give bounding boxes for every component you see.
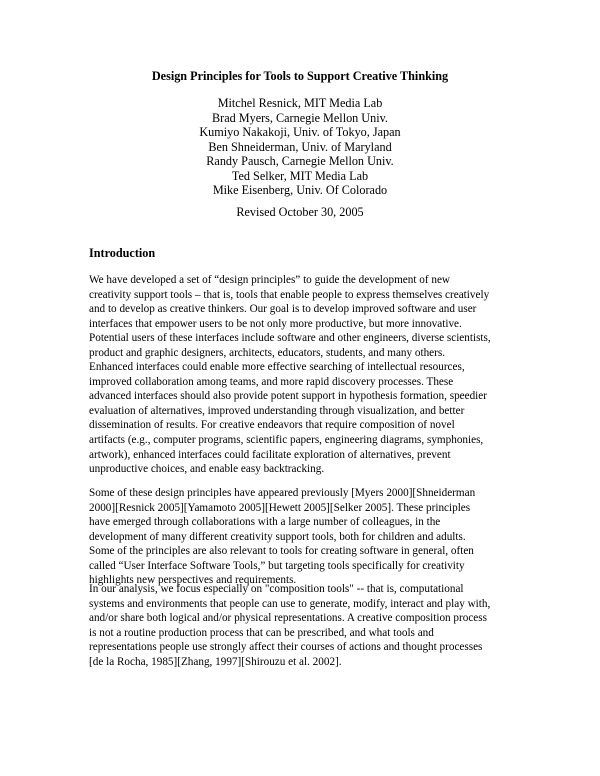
text-line: have emerged through collaborations with a large number of colleagues, in the	[89, 516, 441, 529]
paper-title: Design Principles for Tools to Support Creative Thinking	[151, 69, 449, 83]
section-heading: Introduction	[89, 246, 156, 260]
text-line: Some of the principles are also relevant to tools for creating software in general, often	[89, 545, 474, 558]
paragraph	[89, 486, 529, 588]
author-line: Mike Eisenberg, Univ. Of Colorado	[212, 183, 388, 197]
text-line: 2000][Resnick 2005][Yamamoto 2005][Hewett 2005][Selker 2005]. These principles	[89, 501, 471, 514]
text-line: Some of these design principles have appeared previously [Myers 2000][Shneiderman	[89, 487, 476, 499]
text-line: product and graphic designers, architects, educators, students, and many others.	[89, 346, 446, 359]
text-line: development of many different creativity support tools, both for children and adults.	[89, 530, 466, 543]
text-line: [de la Rocha, 1985][Zhang, 1997][Shirouzu et al. 2002].	[89, 655, 342, 668]
paragraph	[89, 273, 529, 477]
author-line: Brad Myers, Carnegie Mellon Univ.	[212, 110, 388, 125]
text-line: artwork), enhanced interfaces could facilitate exploration of alternatives, prevent	[89, 448, 451, 461]
text-line: Enhanced interfaces could enable more effective searching of intellectual resources,	[89, 361, 465, 374]
author-line: Randy Pausch, Carnegie Mellon Univ.	[206, 154, 394, 168]
text-line: highlights new perspectives and requirements.	[89, 574, 297, 587]
author-line: Ben Shneiderman, Univ. of Maryland	[208, 139, 392, 154]
text-line: representations people use strongly affect their courses of actions and thought processes	[89, 641, 483, 654]
text-line: is not a routine production process that can be prescribed, and what tools and	[89, 626, 434, 639]
text-line: improved collaboration among teams, and more rapid discovery processes. These	[89, 375, 454, 388]
text-line: unproductive choices, and enable easy backtracking.	[89, 463, 325, 476]
author-line: Ted Selker, MIT Media Lab	[231, 168, 369, 183]
text-line: We have developed a set of “design principles” to guide the development of new	[89, 274, 451, 286]
revision-date: Revised October 30, 2005	[236, 205, 364, 219]
author-line: Kumiyo Nakakoji, Univ. of Tokyo, Japan	[199, 125, 401, 139]
text-line: called “User Interface Software Tools,” but targeting tools specifically for creativity	[89, 559, 465, 572]
text-line: and/or share both logical and/or physical representations. A creative composition process	[89, 612, 487, 625]
text-line: evaluation of alternatives, improved understanding through visualization, and better	[89, 404, 465, 417]
text-line: artifacts (e.g., computer programs, scientific papers, engineering diagrams, symphonies,	[89, 434, 484, 447]
text-line: dissemination of results. For creative endeavors that require composition of novel	[89, 419, 455, 432]
paragraph	[89, 582, 529, 669]
text-line: interfaces that empower users to be not only more productive, but more innovative.	[89, 317, 462, 330]
text-line: systems and environments that people can use to generate, modify, interact and play with,	[89, 597, 491, 610]
text-line: creativity support tools – that is, tools that enable people to express themselves creatively	[89, 288, 490, 301]
author-line: Mitchel Resnick, MIT Media Lab	[217, 96, 383, 110]
text-line: advanced interfaces should also provide potent support in hypothesis formation, speedier	[89, 390, 487, 403]
text-line: In our analysis, we focus especially on "composition tools" -- that is, computational	[89, 583, 464, 595]
text-line: Potential users of these interfaces include software and other engineers, diverse scientists,	[89, 332, 491, 345]
author-list	[0, 96, 600, 198]
text-line: and to develop as creative thinkers. Our goal is to develop improved software and user	[89, 303, 477, 316]
